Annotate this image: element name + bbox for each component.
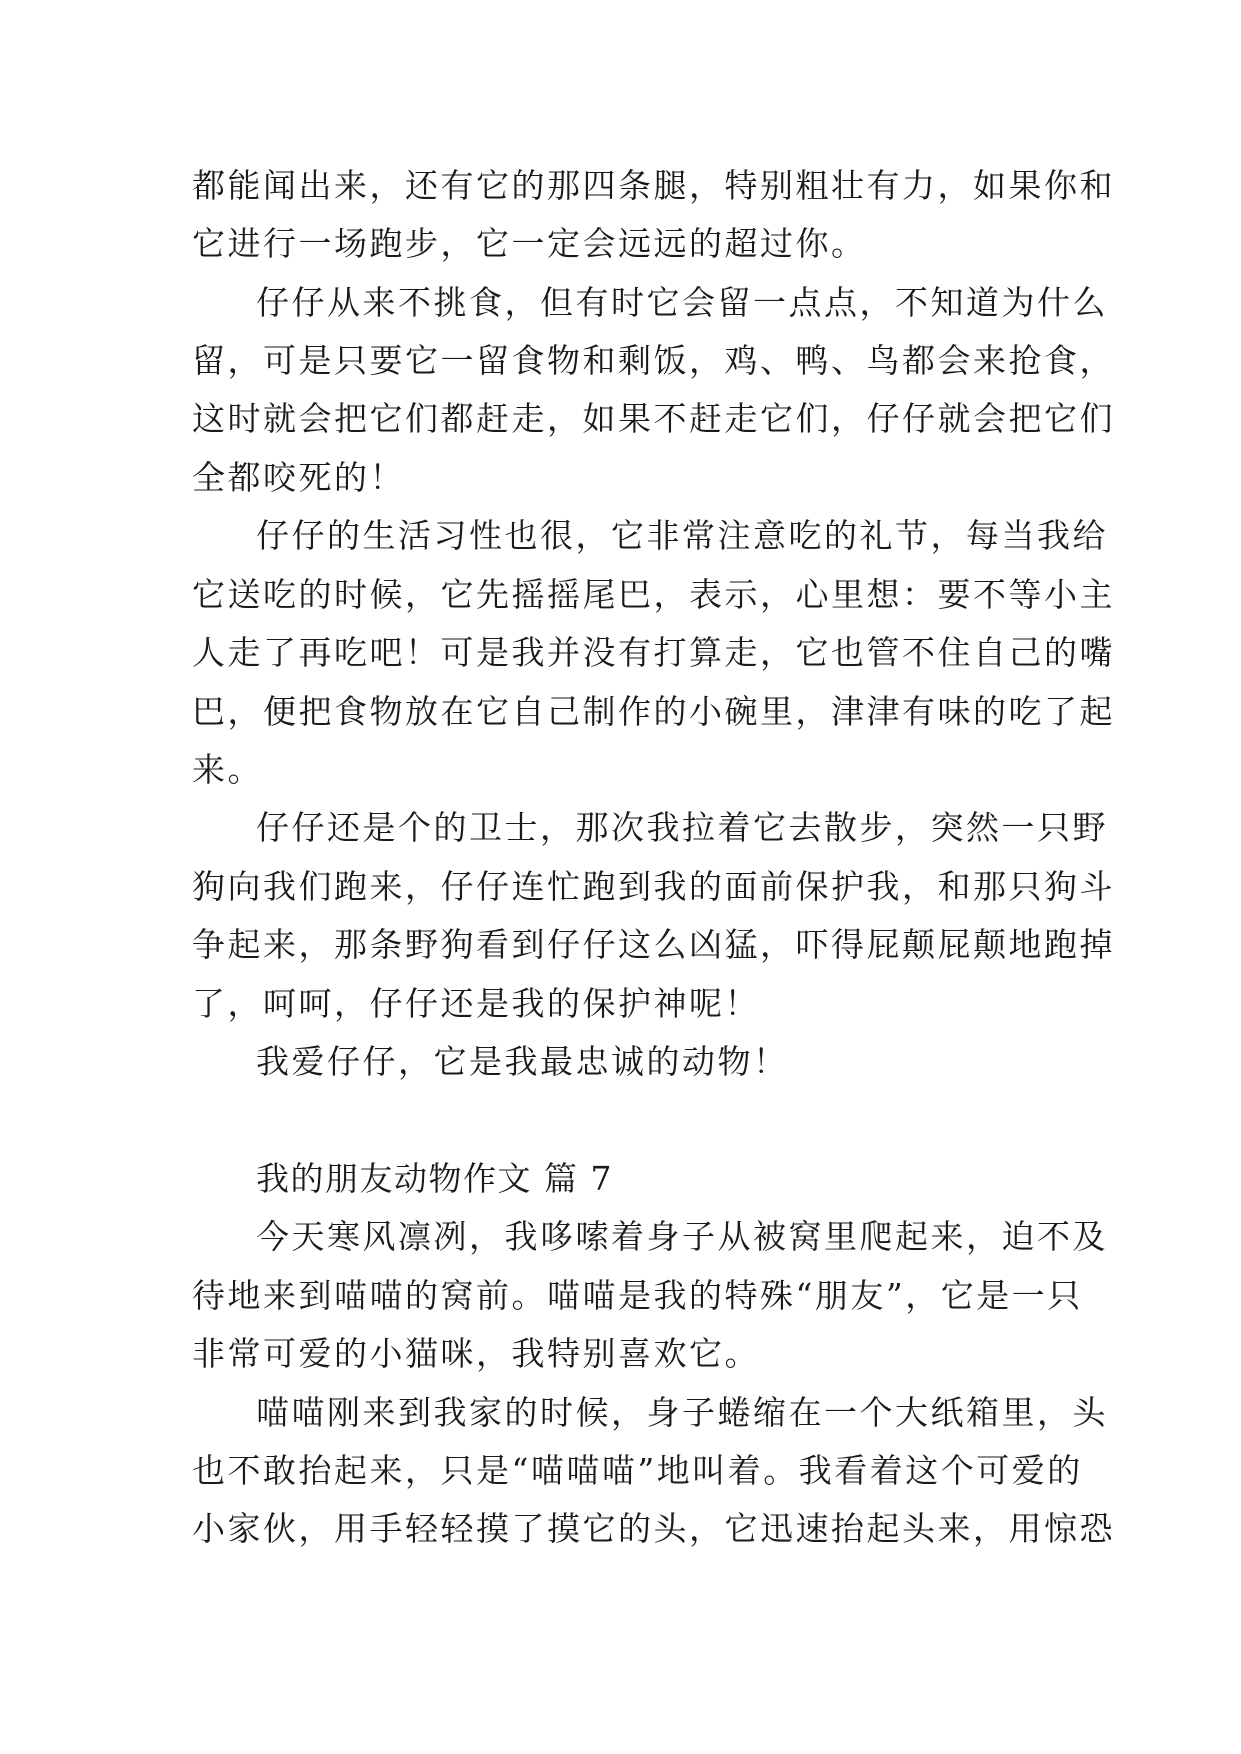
paragraph-line: 仔仔的生活习性也很，它非常注意吃的礼节，每当我给 <box>256 516 1108 555</box>
paragraph-line: 人走了再吃吧！可是我并没有打算走，它也管不住自己的嘴 <box>192 633 1115 672</box>
paragraph-line: 留，可是只要它一留食物和剩饭，鸡、鸭、鸟都会来抢食， <box>192 341 1115 380</box>
paragraph-line: 这时就会把它们都赶走，如果不赶走它们，仔仔就会把它们 <box>192 399 1115 438</box>
paragraph-line: 待地来到喵喵的窝前。喵喵是我的特殊“朋友”，它是一只 <box>192 1276 1083 1315</box>
paragraph-line: 也不敢抬起来，只是“喵喵喵”地叫着。我看着这个可爱的 <box>192 1451 1083 1490</box>
paragraph-line: 它进行一场跑步，它一定会远远的超过你。 <box>192 224 867 263</box>
paragraph-line: 都能闻出来，还有它的那四条腿，特别粗壮有力，如果你和 <box>192 166 1115 205</box>
paragraph-line: 它送吃的时候，它先摇摇尾巴，表示，心里想：要不等小主 <box>192 575 1115 614</box>
paragraph-line: 来。 <box>192 750 263 789</box>
section-heading: 我的朋友动物作文 篇 7 <box>256 1159 613 1198</box>
paragraph-line: 全都咬死的！ <box>192 458 405 497</box>
paragraph-line: 小家伙，用手轻轻摸了摸它的头，它迅速抬起头来，用惊恐 <box>192 1509 1115 1548</box>
paragraph-line: 非常可爱的小猫咪，我特别喜欢它。 <box>192 1334 760 1373</box>
paragraph-line: 我爱仔仔，它是我最忠诚的动物！ <box>256 1042 789 1081</box>
paragraph-line: 仔仔从来不挑食，但有时它会留一点点，不知道为什么 <box>256 283 1108 322</box>
paragraph-line: 巴，便把食物放在它自己制作的小碗里，津津有味的吃了起 <box>192 692 1115 731</box>
paragraph-line: 争起来，那条野狗看到仔仔这么凶猛，吓得屁颠屁颠地跑掉 <box>192 925 1115 964</box>
paragraph-line: 仔仔还是个的卫士，那次我拉着它去散步，突然一只野 <box>256 808 1108 847</box>
paragraph-line: 狗向我们跑来，仔仔连忙跑到我的面前保护我，和那只狗斗 <box>192 867 1115 906</box>
paragraph-line: 今天寒风凛冽，我哆嗦着身子从被窝里爬起来，迫不及 <box>256 1217 1108 1256</box>
paragraph-line: 喵喵刚来到我家的时候，身子蜷缩在一个大纸箱里，头 <box>256 1393 1108 1432</box>
paragraph-line: 了，呵呵，仔仔还是我的保护神呢！ <box>192 984 760 1023</box>
